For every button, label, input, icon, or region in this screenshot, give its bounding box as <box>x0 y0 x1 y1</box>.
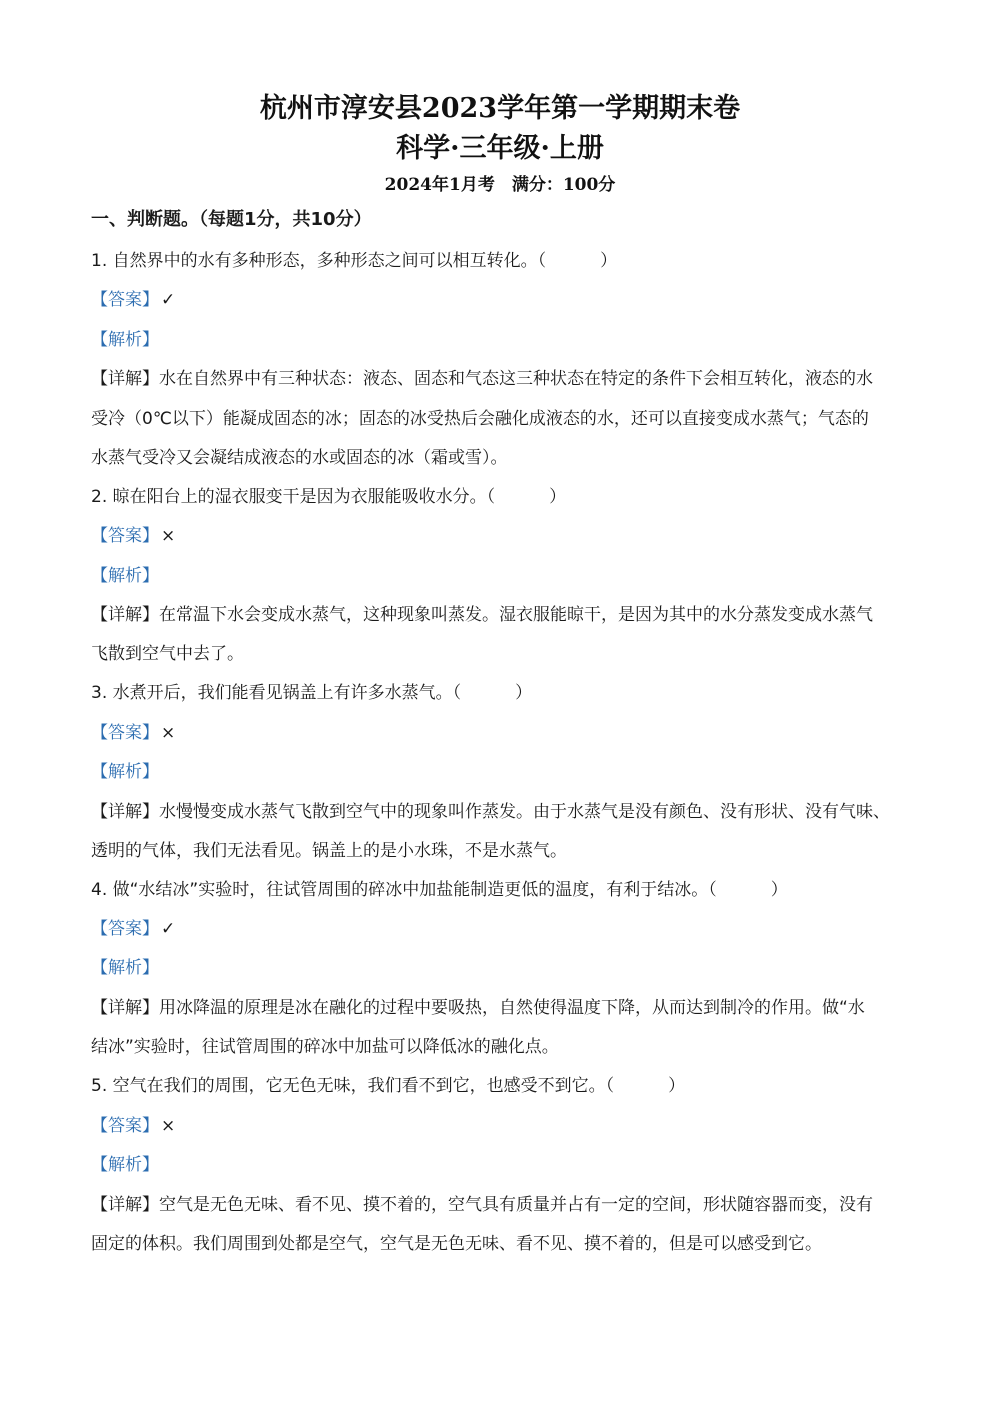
question-stem <box>91 485 940 509</box>
detail-line <box>91 800 940 824</box>
answer-line <box>91 917 940 941</box>
answer-mark: × <box>161 526 176 546</box>
detail-label: 【详解】 <box>91 605 159 625</box>
exam-title: 杭州市淳安县2023学年第一学期期末卷 <box>259 93 741 124</box>
detail-text: 水慢慢变成水蒸气飞散到空气中的现象叫作蒸发。由于水蒸气是没有颜色、没有形状、没有气味、 <box>159 802 890 822</box>
question-text: 4. 做“水结冰”实验时，往试管周围的碎冰中加盐能制造更低的温度，有利于结冰。（ <box>91 880 717 900</box>
analysis-label: 【解析】 <box>91 958 159 978</box>
answer-mark: ✓ <box>161 919 176 939</box>
question-stem <box>91 681 940 705</box>
blank-close: ） <box>549 487 567 507</box>
detail-line <box>91 603 940 627</box>
question-stem <box>91 249 940 273</box>
detail-label: 【详解】 <box>91 802 159 822</box>
blank-close: ） <box>600 251 618 271</box>
detail-line <box>91 996 940 1020</box>
exam-subtitle: 科学·三年级·上册 <box>396 133 604 164</box>
detail-text: 空气是无色无味、看不见、摸不着的，空气具有质量并占有一定的空间，形状随容器而变，没有 <box>159 1195 873 1215</box>
section-heading: 一、判断题。（每题1分，共10分） <box>91 209 372 230</box>
exam-info: 2024年1月考 满分：100分 <box>384 175 616 195</box>
analysis-label: 【解析】 <box>91 1155 159 1175</box>
detail-line: 飞散到空气中去了。 <box>91 644 244 664</box>
detail-line: 水蒸气受冷又会凝结成液态的水或固态的冰（霜或雪）。 <box>91 448 508 468</box>
question-text: 2. 晾在阳台上的湿衣服变干是因为衣服能吸收水分。（ <box>91 487 496 507</box>
analysis-line <box>91 760 940 784</box>
answer-label: 【答案】 <box>91 919 159 939</box>
answer-label: 【答案】 <box>91 723 159 743</box>
detail-line: 受冷（0℃以下）能凝成固态的冰；固态的冰受热后会融化成液态的水，还可以直接变成水蒸气；气态的 <box>91 409 869 429</box>
answer-line <box>91 1114 940 1138</box>
detail-line: 固定的体积。我们周围到处都是空气，空气是无色无味、看不见、摸不着的，但是可以感受到它。 <box>91 1234 822 1254</box>
blank-close: ） <box>770 880 788 900</box>
analysis-line <box>91 1153 940 1177</box>
answer-mark: × <box>161 723 176 743</box>
detail-text: 水在自然界中有三种状态：液态、固态和气态这三种状态在特定的条件下会相互转化，液态的水 <box>159 369 873 389</box>
analysis-line <box>91 328 940 352</box>
question-stem <box>91 1074 940 1098</box>
analysis-label: 【解析】 <box>91 762 159 782</box>
blank-close: ） <box>668 1076 686 1096</box>
blank-close: ） <box>515 683 533 703</box>
detail-label: 【详解】 <box>91 1195 159 1215</box>
answer-label: 【答案】 <box>91 526 159 546</box>
detail-line <box>91 1193 940 1217</box>
detail-label: 【详解】 <box>91 369 159 389</box>
answer-line <box>91 288 940 312</box>
analysis-line <box>91 564 940 588</box>
question-text: 3. 水煮开后，我们能看见锅盖上有许多水蒸气。（ <box>91 683 462 703</box>
answer-line <box>91 524 940 548</box>
answer-label: 【答案】 <box>91 1116 159 1136</box>
question-text: 1. 自然界中的水有多种形态，多种形态之间可以相互转化。（ <box>91 251 547 271</box>
question-stem <box>91 878 940 902</box>
detail-label: 【详解】 <box>91 998 159 1018</box>
answer-label: 【答案】 <box>91 290 159 310</box>
analysis-line <box>91 956 940 980</box>
answer-line <box>91 721 940 745</box>
detail-line: 透明的气体，我们无法看见。锅盖上的是小水珠，不是水蒸气。 <box>91 841 567 861</box>
analysis-label: 【解析】 <box>91 330 159 350</box>
analysis-label: 【解析】 <box>91 566 159 586</box>
detail-text: 在常温下水会变成水蒸气，这种现象叫蒸发。湿衣服能晾干，是因为其中的水分蒸发变成水蒸气 <box>159 605 873 625</box>
answer-mark: × <box>161 1116 176 1136</box>
detail-line <box>91 367 940 391</box>
detail-text: 用冰降温的原理是冰在融化的过程中要吸热，自然使得温度下降，从而达到制冷的作用。做“水 <box>159 998 865 1018</box>
answer-mark: ✓ <box>161 290 176 310</box>
question-text: 5. 空气在我们的周围，它无色无味，我们看不到它，也感受不到它。（ <box>91 1076 615 1096</box>
detail-line: 结冰”实验时，往试管周围的碎冰中加盐可以降低冰的融化点。 <box>91 1037 559 1057</box>
